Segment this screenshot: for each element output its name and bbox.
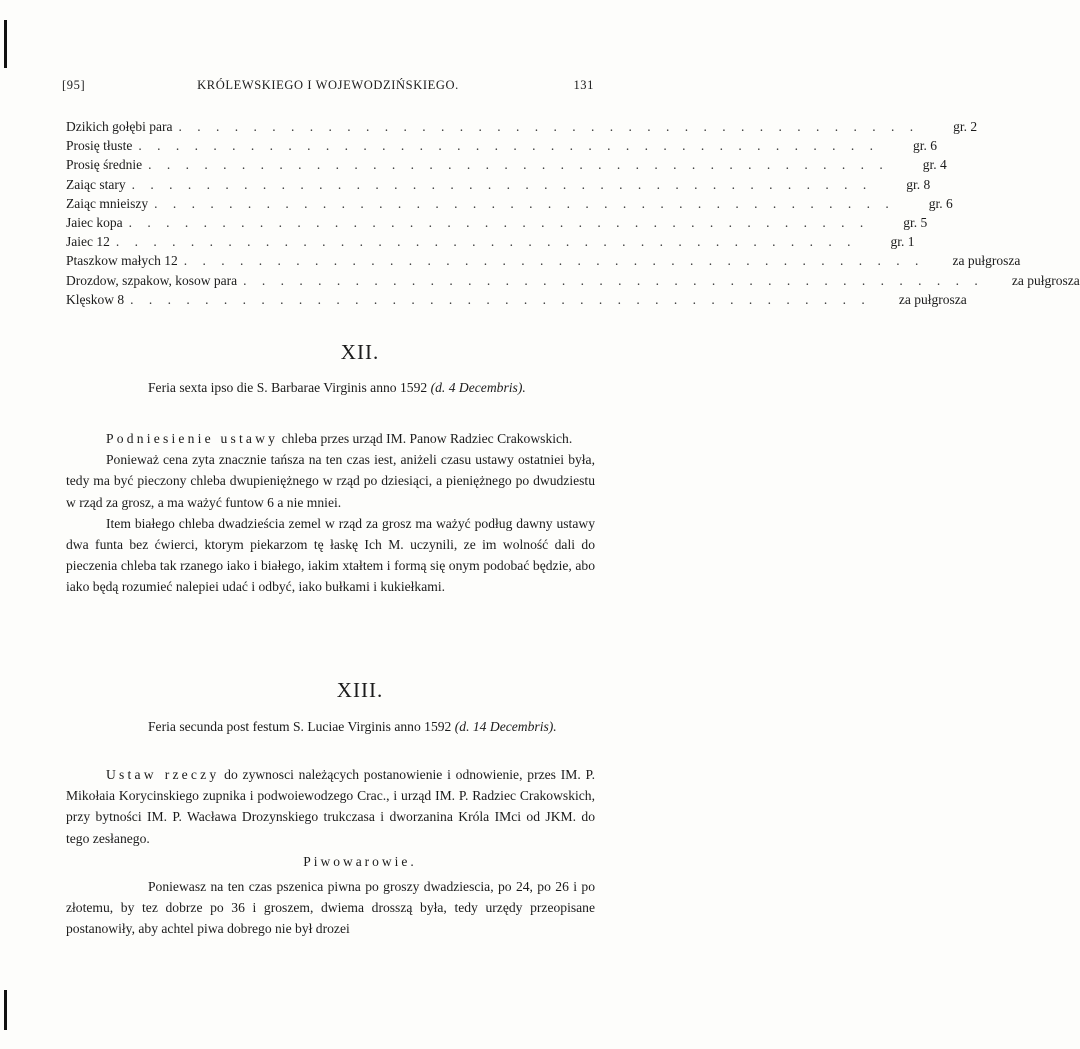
price-row	[66, 117, 978, 136]
price-row	[66, 271, 1080, 290]
heading-rest: chleba przes urząd IM. Panow Radziec Crakowskich.	[281, 431, 573, 446]
section12-date	[66, 377, 595, 398]
page-number-right: 131	[573, 78, 594, 92]
date-text: Feria sexta ipso die S. Barbarae Virginis anno 1592	[148, 380, 428, 395]
price-value: gr. 5	[903, 214, 928, 230]
dot-leader: . . . . . . . . . . . . . . . . . . . . . . . . . . . . . . . . . . . . . . . .	[128, 214, 870, 230]
section-title-xiii: XIII.	[336, 678, 384, 702]
price-value: gr. 8	[906, 176, 931, 192]
dot-leader: . . . . . . . . . . . . . . . . . . . . . . . . . . . . . . . . . . . . . . . .	[130, 291, 871, 307]
price-item: Drozdow, szpakow, kosow para	[66, 272, 238, 288]
section13-date	[66, 716, 595, 737]
price-item: Prosię średnie	[66, 157, 143, 173]
margin-line-mark	[4, 20, 7, 68]
section12-paragraph-1: Ponieważ cena zyta znacznie tańsza na ten czas iest, aniżeli czasu ustawy ostatniei była, tedy ma być pieczony chleba dwupieniężnego w rząd po dziesiąci, a pieniężnego po dwudziestu w rząd za grosz, a ma ważyć funtow 6 a nie mniei.	[66, 452, 595, 510]
price-value: za pułgrosza	[952, 253, 1021, 269]
margin-line-mark	[4, 990, 7, 1030]
dot-leader: . . . . . . . . . . . . . . . . . . . . . . . . . . . . . . . . . . . . . . . .	[243, 272, 984, 288]
price-item: Dzikich gołębi para	[66, 119, 173, 134]
dot-leader: . . . . . . . . . . . . . . . . . . . . . . . . . . . . . . . . . . . . . . . .	[138, 138, 879, 154]
price-value: gr. 1	[890, 234, 915, 250]
heading-spaced: Ustaw rzeczy	[106, 767, 220, 782]
price-value: za pułgrosza	[1011, 272, 1080, 288]
price-value: gr. 6	[912, 138, 937, 154]
price-value: gr. 2	[953, 119, 978, 134]
dot-leader: . . . . . . . . . . . . . . . . . . . . . . . . . . . . . . . . . . . . . . . .	[131, 176, 873, 192]
section13-body	[66, 764, 595, 849]
section12-heading	[66, 428, 595, 449]
subheading-piwowarowie: Piwowarowie.	[303, 854, 417, 869]
heading-rest: do zywnosci należących postanowienie i odnowienie, przes IM. P. Mikołaia Korycinskiego zupnika i podwoiewodzego Crac., i urząd IM. P. Radziec Crakowskich, przy bytności IM. P. Wacława Drozynskiego trukczasa i dworzanina Króla IMci od JKM. do tego zesłanego.	[66, 767, 595, 846]
section13-paragraph-1: Poniewasz na ten czas pszenica piwna po groszy dwadziescia, po 24, po 26 i po złotemu, by tez dobrze po 36 i groszem, dwiema drosszą była, tedy urzędy przeopisane postanowiły, aby achtel piwa dobrego nie był drozei	[66, 879, 595, 937]
date-text: Feria secunda post festum S. Luciae Virginis anno 1592	[148, 719, 452, 734]
section-title-xii: XII.	[340, 340, 380, 364]
running-header	[62, 78, 594, 98]
price-list	[66, 117, 1080, 309]
price-item: Jaiec 12	[66, 234, 110, 250]
date-note: (d. 14 Decembris).	[454, 719, 557, 734]
heading-spaced: Podniesienie ustawy	[106, 431, 279, 446]
price-row	[66, 290, 967, 309]
price-value: gr. 6	[928, 195, 953, 211]
section13-heading	[66, 764, 595, 849]
dot-leader: . . . . . . . . . . . . . . . . . . . . . . . . . . . . . . . . . . . . . . . .	[154, 195, 895, 211]
price-row	[66, 213, 928, 232]
dot-leader: . . . . . . . . . . . . . . . . . . . . . . . . . . . . . . . . . . . . . . . .	[115, 234, 857, 250]
price-row	[66, 155, 947, 174]
price-value: za pułgrosza	[898, 291, 967, 307]
price-row	[66, 136, 937, 155]
price-item: Zaiąc stary	[66, 176, 126, 192]
price-row	[66, 194, 953, 213]
price-item: Zaiąc mnieiszy	[66, 195, 149, 211]
price-row	[66, 175, 931, 194]
running-title: KRÓLEWSKIEGO I WOJEWODZIŃSKIEGO.	[197, 78, 459, 92]
price-value: gr. 4	[922, 157, 947, 173]
page-number-left: [95]	[62, 78, 86, 92]
price-item: Ptaszkow małych 12	[66, 253, 178, 269]
price-row	[66, 251, 1021, 270]
price-item: Klęskow 8	[66, 291, 125, 307]
price-row	[66, 232, 915, 251]
dot-leader: . . . . . . . . . . . . . . . . . . . . . . . . . . . . . . . . . . . . . . . .	[178, 119, 920, 134]
price-item: Prosię tłuste	[66, 138, 133, 154]
dot-leader: . . . . . . . . . . . . . . . . . . . . . . . . . . . . . . . . . . . . . . . .	[148, 157, 889, 173]
section12-paragraph-2: Item białego chleba dwadzieścia zemel w rząd za grosz ma ważyć podług dawny ustawy dwa funta bez ćwierci, ktorym piekarzom tę łaskę Ich M. uczynili, ze im wolność dali do pieczenia chleba tak rzanego iako i białego, iakim xtałtem i formą się onym podobać będzie, abo iako będą rozumieć nalepiei udać i odbyć, iako bułkami i kukiełkami.	[66, 515, 595, 595]
date-note: (d. 4 Decembris).	[430, 380, 526, 395]
price-item: Jaiec kopa	[66, 214, 123, 230]
section12-body	[66, 428, 595, 598]
dot-leader: . . . . . . . . . . . . . . . . . . . . . . . . . . . . . . . . . . . . . . . .	[183, 253, 925, 269]
